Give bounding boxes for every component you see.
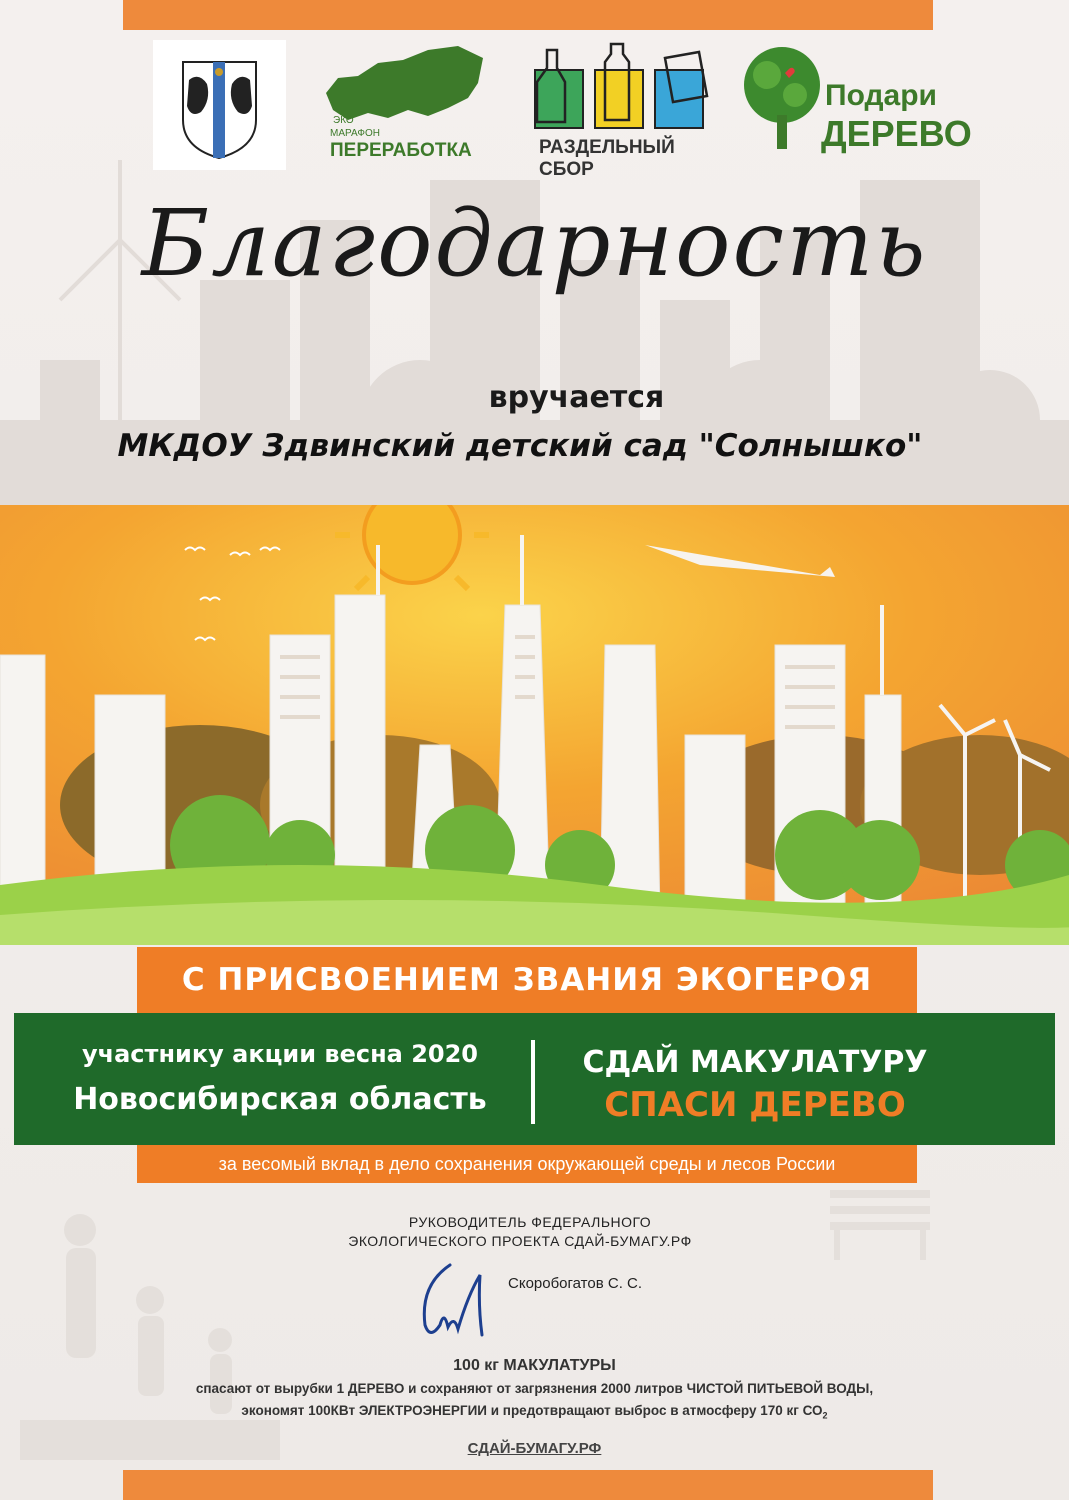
site-link[interactable]: СДАЙ-БУМАГУ.РФ: [467, 1440, 602, 1457]
bench-silhouette-illustration: [820, 1180, 940, 1260]
top-orange-bar: [123, 0, 933, 30]
city-scene-graphic: [0, 505, 1069, 945]
eco-marathon-pererabotka-logo: [318, 38, 488, 168]
signer-role-line-2: ЭКОЛОГИЧЕСКОГО ПРОЕКТА СДАЙ-БУМАГУ.РФ: [348, 1233, 692, 1249]
separate-collection-logo: [525, 40, 715, 180]
podari-derevo-logo: [737, 45, 972, 160]
eco-label: ЭКО: [333, 115, 354, 126]
ecohero-rank-banner: [137, 947, 917, 1013]
handwritten-signature: [410, 1255, 500, 1350]
recycling-containers-icon: [525, 40, 715, 135]
co2-subscript: 2: [822, 1410, 828, 1421]
podari-label: Подари: [825, 79, 937, 112]
slogan-line-1: СДАЙ МАКУЛАТУРУ: [582, 1045, 928, 1080]
bottom-orange-bar: [123, 1470, 933, 1500]
derevo-label: ДЕРЕВО: [821, 113, 972, 154]
marathon-label: МАРАФОН: [330, 128, 380, 139]
separate-collection-label: РАЗДЕЛЬНЫЙ СБОР: [539, 137, 675, 180]
contribution-banner: [137, 1145, 917, 1183]
awarded-label: вручается: [488, 380, 665, 415]
ecohero-rank-text: С ПРИСВОЕНИЕМ ЗВАНИЯ ЭКОГЕРОЯ: [181, 962, 873, 998]
slogan-line-2: СПАСИ ДЕРЕВО: [604, 1085, 906, 1125]
novosibirsk-coat-of-arms-logo: [153, 40, 286, 170]
recipient-name: МКДОУ Здвинский детский сад "Солнышко": [117, 428, 923, 464]
signer-name: Скоробогатов С. С.: [508, 1275, 643, 1292]
facts-line-2-text: экономят 100КВт ЭЛЕКТРОЭНЕРГИИ и предотвращают выброс в атмосферу 170 кг СО: [241, 1403, 823, 1418]
pererabotka-label: ПЕРЕРАБОТКА: [330, 140, 472, 161]
signer-role-line-1: РУКОВОДИТЕЛЬ ФЕДЕРАЛЬНОГО: [408, 1214, 652, 1230]
contribution-text: за весомый вклад в дело сохранения окружающей среды и лесов России: [218, 1154, 836, 1174]
region-text: Новосибирская область: [73, 1082, 487, 1117]
participant-text: участнику акции весна 2020: [81, 1040, 479, 1068]
facts-line-2: [0, 1403, 1069, 1421]
facts-headline: 100 кг МАКУЛАТУРЫ: [453, 1357, 616, 1374]
facts-line-1: спасают от вырубки 1 ДЕРЕВО и сохраняют от загрязнения 2000 литров ЧИСТОЙ ПИТЬЕВОЙ ВОДЫ,: [195, 1381, 874, 1396]
footer-site: [0, 1440, 1069, 1457]
banner-divider: [531, 1040, 535, 1124]
certificate-title: Благодарность: [141, 190, 928, 297]
eco-city-illustration: [0, 505, 1069, 945]
coat-of-arms-icon: [153, 40, 286, 170]
tree-icon: [737, 45, 827, 155]
